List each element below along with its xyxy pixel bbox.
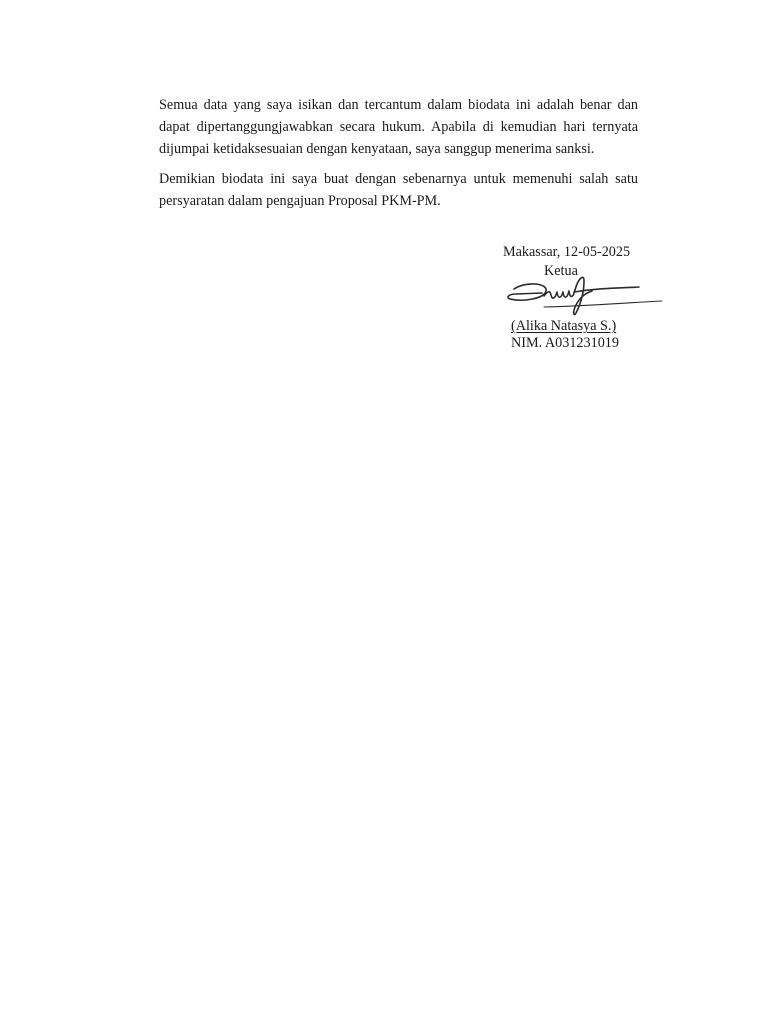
signer-position: Ketua bbox=[544, 263, 578, 279]
place-date: Makassar, 12-05-2025 bbox=[503, 244, 631, 260]
statement-line: Demikian biodata ini saya buat dengan sebenarnya untuk memenuhi salah satu bbox=[159, 171, 638, 187]
statement-line: dapat dipertanggungjawabkan secara hukum. Apabila di kemudian hari ternyata bbox=[159, 119, 638, 135]
statement-line: dijumpai ketidaksesuaian dengan kenyataan, saya sanggup menerima sanksi. bbox=[159, 141, 595, 157]
signer-id-number: NIM. A031231019 bbox=[511, 335, 619, 351]
statement-paragraph-1 bbox=[159, 94, 638, 160]
statement-line: persyaratan dalam pengajuan Proposal PKM-PM. bbox=[159, 193, 441, 209]
statement-paragraph-2 bbox=[159, 168, 638, 212]
signer-name: (Alika Natasya S.) bbox=[511, 318, 617, 334]
statement-line: Semua data yang saya isikan dan tercantum dalam biodata ini adalah benar dan bbox=[159, 97, 638, 113]
